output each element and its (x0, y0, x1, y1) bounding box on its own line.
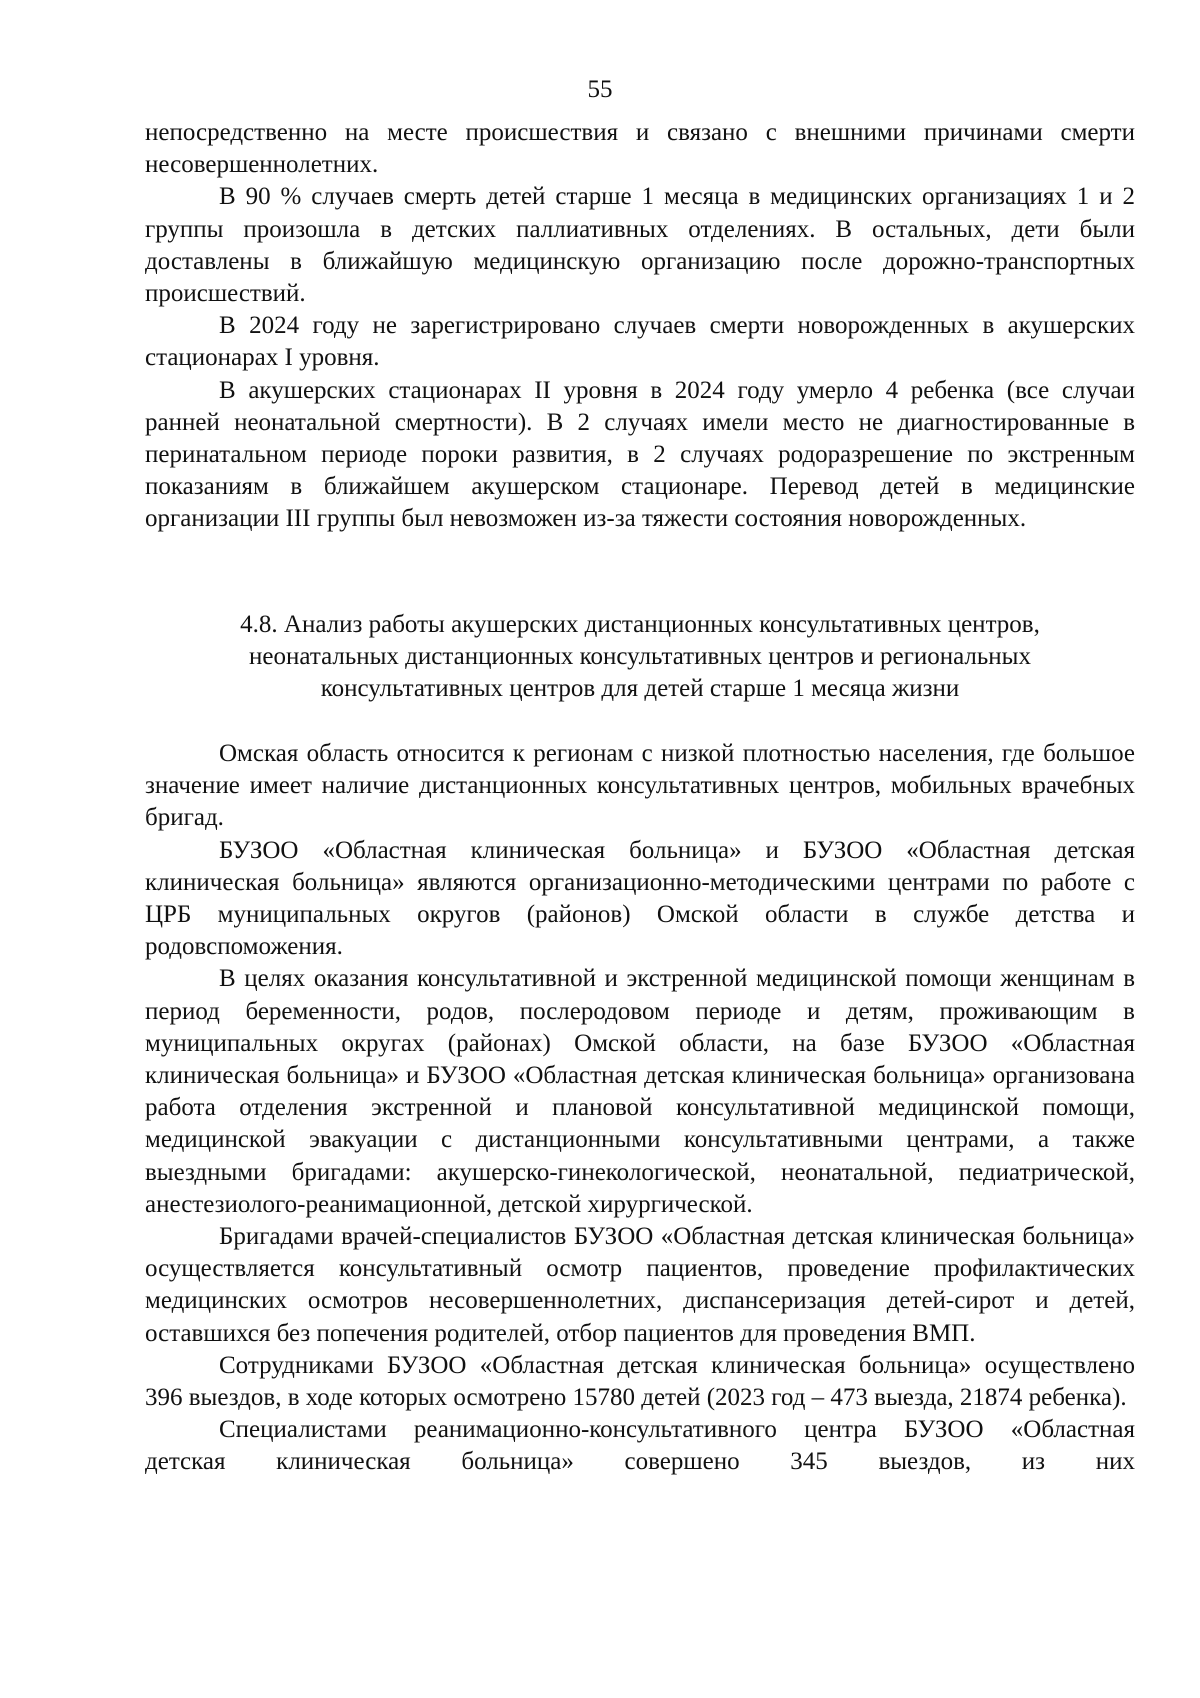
section-heading (145, 609, 1135, 706)
paragraph: Сотрудниками БУЗОО «Областная детская клиническая больница» осуществлено 396 выездов, в ходе которых осмотрено 15780 детей (2023 год – 473 выезда, 21874 ребенка). (145, 1351, 1135, 1412)
section-heading-line: 4.8. Анализ работы акушерских дистанционных консультативных центров, (240, 611, 1040, 638)
page-number: 55 (587, 76, 613, 103)
paragraph: Бригадами врачей-специалистов БУЗОО «Областная детская клиническая больница» осуществляется консультативный осмотр пациентов, проведение профилактических медицинских осмотров несовершеннолетних, диспансеризация детей-сирот и детей, оставшихся без попечения родителей, отбор пациентов для проведения ВМП. (145, 1223, 1135, 1347)
paragraph: В целях оказания консультативной и экстренной медицинской помощи женщинам в период беременности, родов, послеродовом периоде и детям, проживающим в муниципальных округах (районах) Омской области, на базе БУЗОО «Областная клиническая больница» и БУЗОО «Областная детская клиническая больница» организована работа отделения экстренной и плановой консультативной медицинской помощи, медицинской эвакуации с дистанционными консультативными центрами, а также выездными бригадами: акушерско-гинекологической, неонатальной, педиатрической, анестезиолого-реанимационной, детской хирургической. (145, 965, 1135, 1218)
body-text-top (145, 117, 1135, 536)
body-text-bottom (145, 738, 1135, 1479)
paragraph: Специалистами реанимационно-консультативного центра БУЗОО «Областная детская клиническая больница» совершено 345 выездов, из них (145, 1416, 1135, 1476)
paragraph: Омская область относится к регионам с низкой плотностью населения, где большое значение имеет наличие дистанционных консультативных центров, мобильных врачебных бригад. (145, 740, 1135, 832)
paragraph: В 90 % случаев смерть детей старше 1 месяца в медицинских организациях 1 и 2 группы произошла в детских паллиативных отделениях. В остальных, дети были доставлены в ближайшую медицинскую организацию после дорожно-транспортных происшествий. (145, 183, 1135, 308)
paragraph: В акушерских стационарах II уровня в 2024 году умерло 4 ребенка (все случаи ранней неонатальной смертности). В 2 случаях имели место не диагностированные в перинатальном периоде пороки развития, в 2 случаях родоразрешение по экстренным показаниям в ближайшем акушерском стационаре. Перевод детей в медицинские организации III группы был невозможен из-за тяжести состояния новорожденных. (145, 376, 1135, 533)
section-heading-line: неонатальных дистанционных консультативных центров и региональных (249, 643, 1031, 671)
paragraph: В 2024 году не зарегистрировано случаев смерти новорожденных в акушерских стационарах I уровня. (145, 312, 1135, 372)
section-heading-line: консультативных центров для детей старше 1 месяца жизни (320, 675, 960, 703)
paragraph: непосредственно на месте происшествия и связано с внешними причинами смерти несовершеннолетних. (145, 119, 1135, 179)
paragraph: БУЗОО «Областная клиническая больница» и БУЗОО «Областная детская клиническая больница» являются организационно-методическими центрами по работе с ЦРБ муниципальных округов (районов) Омской области в службе детства и родовспоможения. (145, 836, 1135, 961)
